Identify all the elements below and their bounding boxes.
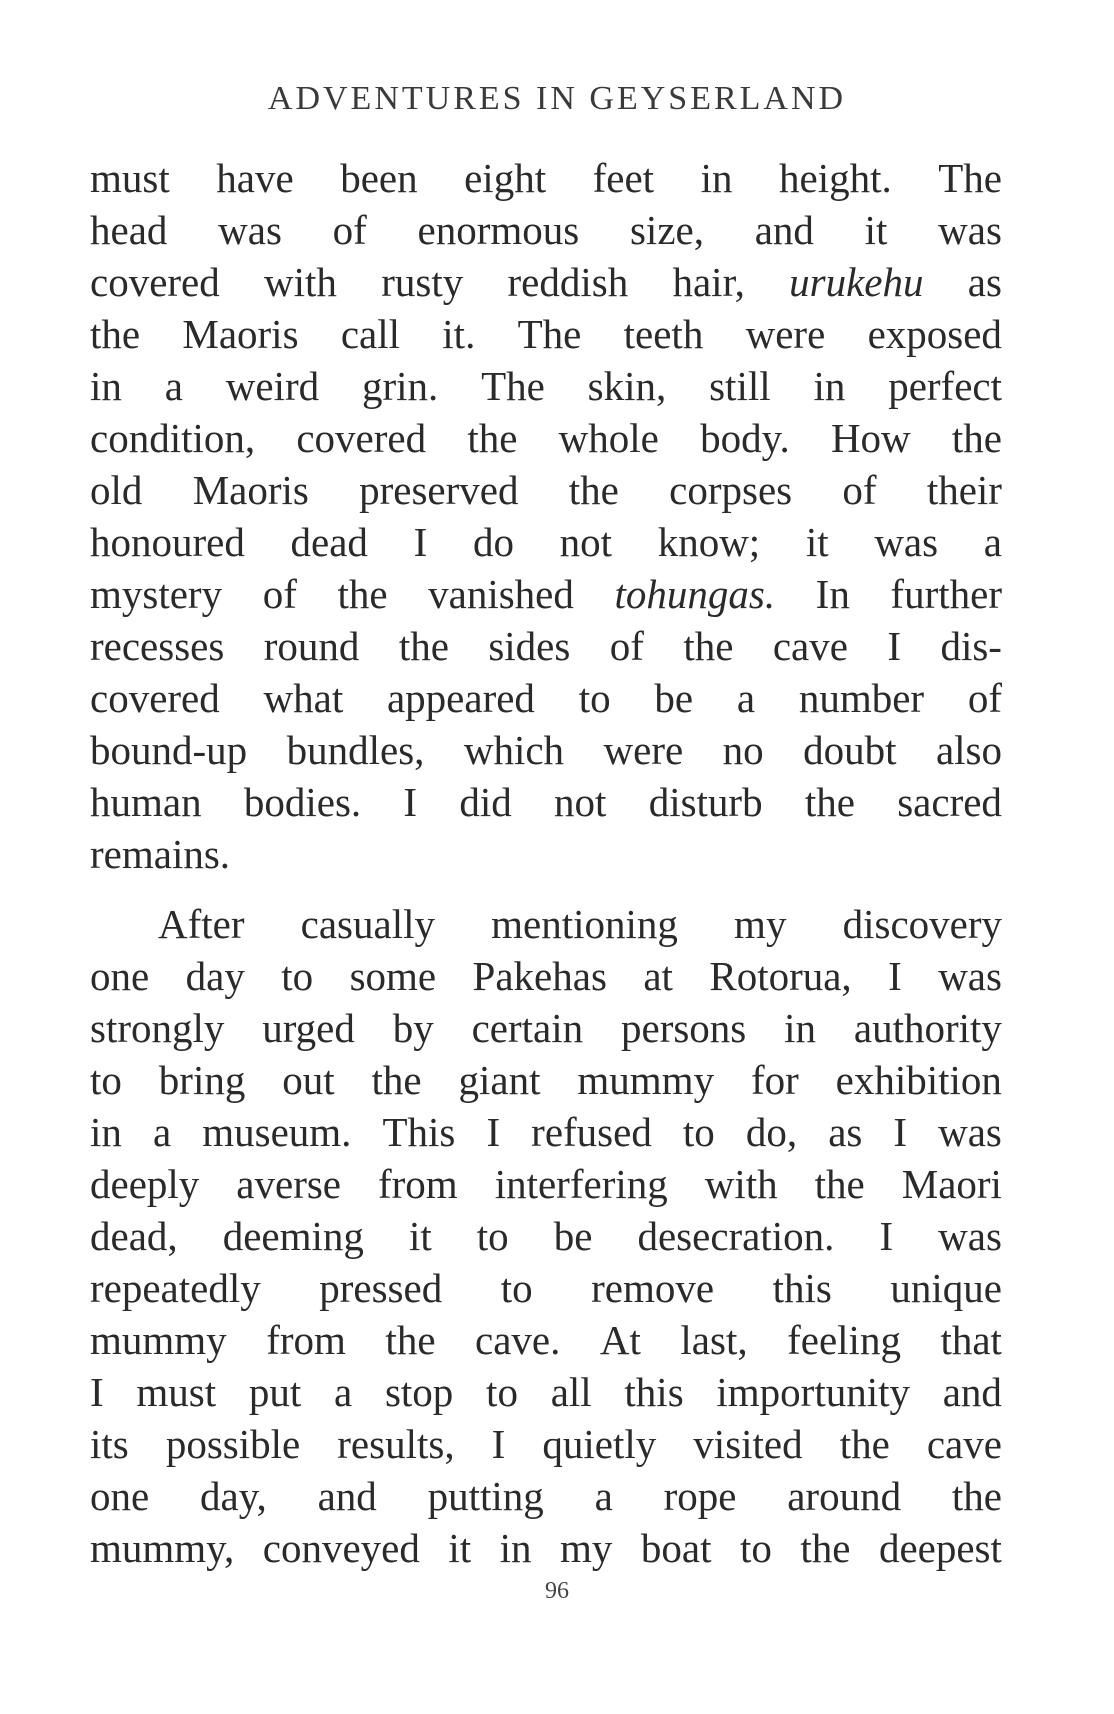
word: a [152, 1109, 172, 1155]
word: honoured [90, 519, 245, 565]
word: weird [225, 363, 320, 409]
word: did [459, 779, 512, 825]
word: results, [337, 1421, 455, 1467]
word: rusty [381, 259, 464, 305]
word: interfering [494, 1161, 668, 1207]
word: by [392, 1005, 434, 1051]
word: cave. [475, 1317, 561, 1363]
word: round [263, 623, 360, 669]
word: mummy, [90, 1525, 235, 1571]
word: mummy [90, 1317, 227, 1363]
word: my [734, 901, 787, 947]
word: importunity [716, 1369, 910, 1415]
paragraph [90, 152, 1002, 880]
word: sacred [897, 779, 1002, 825]
word: it [805, 519, 829, 565]
text-line [90, 256, 1002, 308]
word: body. [700, 415, 790, 461]
word: grin. [361, 363, 439, 409]
word: in [90, 1109, 122, 1155]
word: tohungas. [614, 571, 776, 617]
word: feet [592, 155, 655, 201]
word: Maoris [192, 467, 309, 513]
word: discovery [842, 901, 1002, 947]
word: to [682, 1109, 715, 1155]
word: deepest [878, 1525, 1002, 1571]
word: the [467, 415, 518, 461]
word: deeply [90, 1161, 200, 1207]
word: size, [629, 207, 704, 253]
word: last, [680, 1317, 748, 1363]
word: human [90, 779, 202, 825]
word: height. [779, 155, 892, 201]
word: quietly [542, 1421, 657, 1467]
word: At [599, 1317, 641, 1363]
word: desecration. [637, 1213, 835, 1259]
word: dis- [940, 623, 1002, 669]
word: old [90, 467, 143, 513]
paragraph [90, 898, 1002, 1574]
text-line [90, 1210, 1002, 1262]
text-line [90, 1262, 1002, 1314]
word: a [736, 675, 756, 721]
word: rope [663, 1473, 737, 1519]
word: the [385, 1317, 436, 1363]
word: appeared [386, 675, 535, 721]
word: the [683, 623, 734, 669]
word: Maori [901, 1161, 1002, 1207]
word: averse [236, 1161, 341, 1207]
word: I [413, 519, 428, 565]
word: I [888, 953, 902, 999]
text-line [90, 724, 1002, 776]
word: unique [890, 1265, 1002, 1311]
word: not [559, 519, 613, 565]
word: of [967, 675, 1002, 721]
word: head [90, 207, 168, 253]
word: the [951, 415, 1002, 461]
word: with [704, 1161, 778, 1207]
word: day [185, 953, 245, 999]
text-line [90, 204, 1002, 256]
word: the [90, 311, 141, 357]
word: possible [165, 1421, 301, 1467]
word: The [517, 311, 582, 357]
word: was [218, 207, 282, 253]
word: visited [693, 1421, 803, 1467]
word: a [983, 519, 1002, 565]
word: disturb [648, 779, 763, 825]
word: was [938, 1213, 1002, 1259]
text-line [90, 672, 1002, 724]
word: and [942, 1369, 1002, 1415]
word: the [804, 779, 855, 825]
word: as [967, 259, 1002, 305]
word: it [864, 207, 888, 253]
word: bundles, [286, 727, 425, 773]
text-line [90, 308, 1002, 360]
word: I [486, 1109, 501, 1155]
text-line [90, 464, 1002, 516]
text-line [90, 1418, 1002, 1470]
word: In [815, 571, 850, 617]
word: was [938, 953, 1002, 999]
word: condition, [90, 415, 256, 461]
word: to [90, 1057, 122, 1103]
word: it [448, 1525, 472, 1571]
word: bodies. [243, 779, 362, 825]
word: do [472, 519, 514, 565]
text-line [90, 568, 1002, 620]
word: for [750, 1057, 799, 1103]
word: was [874, 519, 939, 565]
word: How [830, 415, 911, 461]
word: the [814, 1161, 865, 1207]
word: a [164, 363, 183, 409]
word: have [216, 155, 294, 201]
text-line [90, 360, 1002, 412]
text-line [90, 950, 1002, 1002]
word: enormous [417, 207, 580, 253]
word: urged [262, 1005, 355, 1051]
word: some [349, 953, 437, 999]
word: I [403, 779, 418, 825]
word: of [842, 467, 877, 513]
word: The [938, 155, 1002, 201]
word: I [491, 1421, 506, 1467]
text-line [90, 1314, 1002, 1366]
word: with [264, 259, 337, 305]
word: skin, [587, 363, 667, 409]
word: what [263, 675, 344, 721]
text-line [90, 412, 1002, 464]
text-line [90, 1106, 1002, 1158]
word: pressed [319, 1265, 443, 1311]
word: eight [464, 155, 547, 201]
word: from [378, 1161, 458, 1207]
word: from [266, 1317, 346, 1363]
word: covered [90, 675, 220, 721]
word: cave [772, 623, 848, 669]
word: in [90, 363, 122, 409]
word: be [654, 675, 694, 721]
text-line [90, 1158, 1002, 1210]
text-line [90, 1522, 1002, 1574]
word: a [594, 1473, 613, 1519]
word: no [722, 727, 764, 773]
word: the [371, 1057, 422, 1103]
body-text [90, 152, 1002, 1574]
word: to [739, 1525, 772, 1571]
word: in [499, 1525, 532, 1571]
word: further [890, 571, 1002, 617]
word: strongly [90, 1005, 225, 1051]
word: were [603, 727, 684, 773]
word: its [90, 1421, 129, 1467]
word: mummy [577, 1057, 715, 1103]
word: exhibition [835, 1057, 1002, 1103]
word: which [463, 727, 565, 773]
text-line [90, 516, 1002, 568]
word: know; [657, 519, 761, 565]
word: the [951, 1473, 1002, 1519]
word: to [486, 1369, 518, 1415]
word: authority [853, 1005, 1002, 1051]
word: one [90, 953, 150, 999]
text-line [90, 776, 1002, 828]
word: must [90, 155, 170, 201]
word: urukehu [789, 259, 924, 305]
page-number: 96 [545, 1578, 569, 1604]
word: teeth [623, 311, 704, 357]
word: that [940, 1317, 1002, 1363]
word: to [281, 953, 314, 999]
word: one [90, 1473, 150, 1519]
word: persons [621, 1005, 747, 1051]
word: it. [442, 311, 476, 357]
word: the [839, 1421, 890, 1467]
word: dead [290, 519, 368, 565]
word: as [828, 1109, 863, 1155]
word: of [332, 207, 367, 253]
word: remove [591, 1265, 715, 1311]
word: this [772, 1265, 832, 1311]
word: was [938, 207, 1002, 253]
word: their [926, 467, 1002, 513]
word: must [136, 1369, 217, 1415]
word: was [938, 1109, 1002, 1155]
word: covered [90, 259, 220, 305]
word: casually [300, 901, 435, 947]
word: conveyed [262, 1525, 420, 1571]
word: still [709, 363, 771, 409]
text-line [90, 620, 1002, 672]
word: Maoris [182, 311, 299, 357]
word: out [282, 1057, 335, 1103]
word: were [745, 311, 826, 357]
word: not [554, 779, 607, 825]
word: whole [558, 415, 659, 461]
word: doubt [803, 727, 897, 773]
word: this [624, 1369, 684, 1415]
running-head: ADVENTURES IN GEYSERLAND [267, 80, 847, 117]
word: remains. [90, 831, 231, 877]
word: The [481, 363, 545, 409]
paragraph-gap [90, 880, 1002, 898]
text-line [90, 1002, 1002, 1054]
word: dead, [90, 1213, 178, 1259]
word: hair, [672, 259, 745, 305]
word: museum. [202, 1109, 352, 1155]
text-line [90, 1366, 1002, 1418]
word: putting [427, 1473, 544, 1519]
word: in [813, 363, 846, 409]
word: feeling [787, 1317, 901, 1363]
text-line [90, 828, 1002, 880]
word: Pakehas [472, 953, 607, 999]
word: vanished [428, 571, 574, 617]
word: deeming [222, 1213, 364, 1259]
word: at [643, 953, 673, 999]
word: perfect [888, 363, 1002, 409]
word: number [798, 675, 925, 721]
word: my [560, 1525, 613, 1571]
word: mystery [90, 571, 223, 617]
word: and [317, 1473, 377, 1519]
text-line [90, 1054, 1002, 1106]
word: put [248, 1369, 302, 1415]
word: the [800, 1525, 851, 1571]
word: to [476, 1213, 509, 1259]
word: around [787, 1473, 902, 1519]
word: refused [531, 1109, 652, 1155]
word: exposed [867, 311, 1002, 357]
text-line [90, 898, 1002, 950]
text-line [90, 1470, 1002, 1522]
text-line [90, 152, 1002, 204]
word: to [578, 675, 611, 721]
word: the [337, 571, 388, 617]
word: in [700, 155, 733, 201]
word: day, [200, 1473, 267, 1519]
word: giant [458, 1057, 541, 1103]
word: This [382, 1109, 456, 1155]
word: certain [471, 1005, 584, 1051]
word: I [887, 623, 902, 669]
word: sides [488, 623, 571, 669]
word: I [893, 1109, 908, 1155]
word: also [935, 727, 1002, 773]
word: After [158, 901, 245, 947]
word: I [879, 1213, 894, 1259]
word: I [90, 1369, 104, 1415]
word: Rotorua, [709, 953, 852, 999]
word: and [754, 207, 814, 253]
word: it [408, 1213, 432, 1259]
word: boat [640, 1525, 712, 1571]
word: mentioning [491, 901, 678, 947]
word: reddish [507, 259, 629, 305]
word: been [340, 155, 418, 201]
word: to [500, 1265, 533, 1311]
word: of [262, 571, 297, 617]
word: cave [926, 1421, 1002, 1467]
word: the [398, 623, 449, 669]
word: corpses [669, 467, 793, 513]
word: repeatedly [90, 1265, 261, 1311]
word: be [553, 1213, 593, 1259]
word: in [784, 1005, 817, 1051]
word: stop [384, 1369, 454, 1415]
word: the [568, 467, 619, 513]
word: do, [745, 1109, 798, 1155]
word: recesses [90, 623, 225, 669]
word: of [609, 623, 644, 669]
word: a [334, 1369, 353, 1415]
word: covered [296, 415, 427, 461]
word: all [550, 1369, 592, 1415]
word: call [340, 311, 400, 357]
word: bring [158, 1057, 246, 1103]
word: bound-up [90, 727, 248, 773]
word: preserved [359, 467, 519, 513]
